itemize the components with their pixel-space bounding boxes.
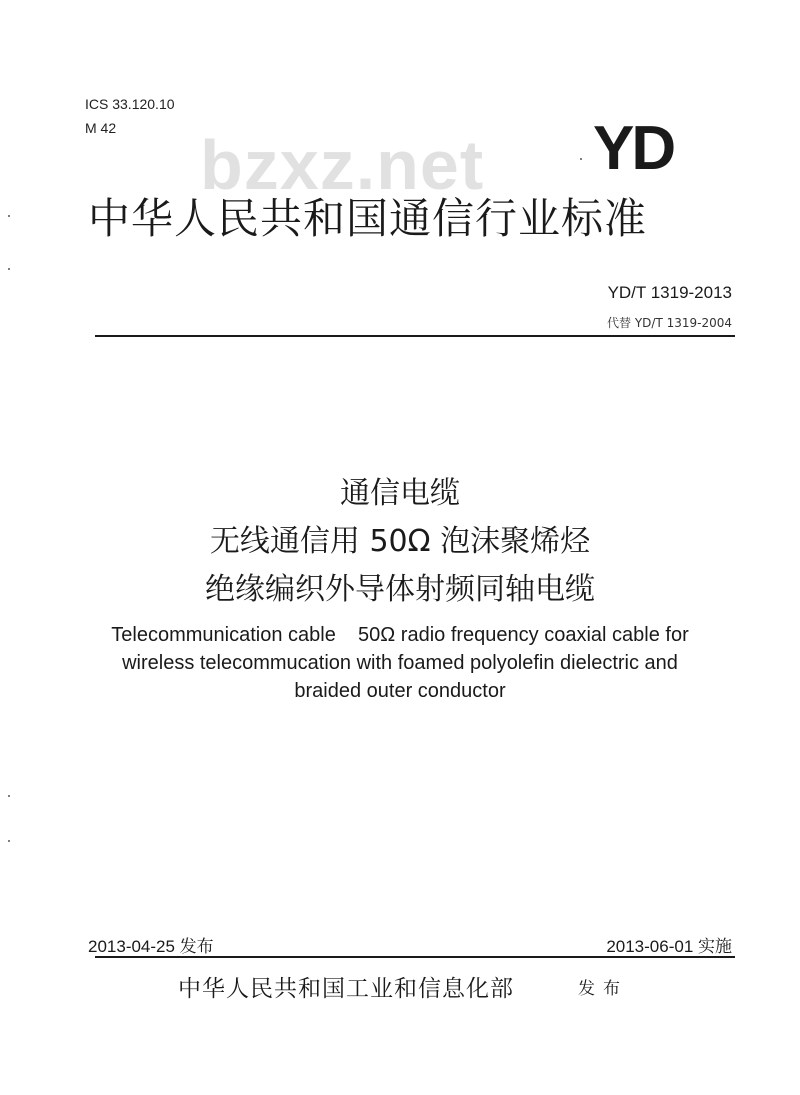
replaces-standard: 代替 YD/T 1319-2004: [607, 316, 732, 330]
ics-code: ICS 33.120.10: [85, 96, 175, 112]
implementation-date: 2013-06-01 实施: [606, 937, 732, 956]
header-rule: [95, 335, 735, 337]
title-en-line2: wireless telecommucation with foamed polyolefin dielectric and: [122, 652, 678, 674]
issue-date: 2013-04-25 发布: [88, 937, 214, 956]
title-en-line3: braided outer conductor: [294, 680, 506, 702]
yd-logo: YD: [593, 114, 674, 183]
scan-speck: [8, 840, 10, 842]
title-cn-line3: 绝缘编织外导体射频同轴电缆: [205, 572, 595, 607]
organization-title: 中华人民共和国通信行业标准: [88, 194, 648, 243]
watermark: bzxz.net: [200, 126, 485, 204]
standard-number: YD/T 1319-2013: [607, 283, 732, 302]
classification-code: M 42: [85, 120, 117, 136]
scan-speck: [580, 158, 582, 160]
footer-rule: [95, 956, 735, 958]
scan-speck: [8, 268, 10, 270]
publisher: 中华人民共和国工业和信息化部: [178, 976, 514, 1002]
publish-label: 发布: [578, 979, 628, 999]
title-cn-line1: 通信电缆: [340, 476, 460, 511]
scan-speck: [8, 215, 10, 217]
scan-speck: [8, 795, 10, 797]
title-cn-line2: 无线通信用 50Ω 泡沫聚烯烃: [209, 524, 591, 559]
title-en-line1: Telecommunication cable 50Ω radio frequency coaxial cable for: [111, 624, 689, 646]
